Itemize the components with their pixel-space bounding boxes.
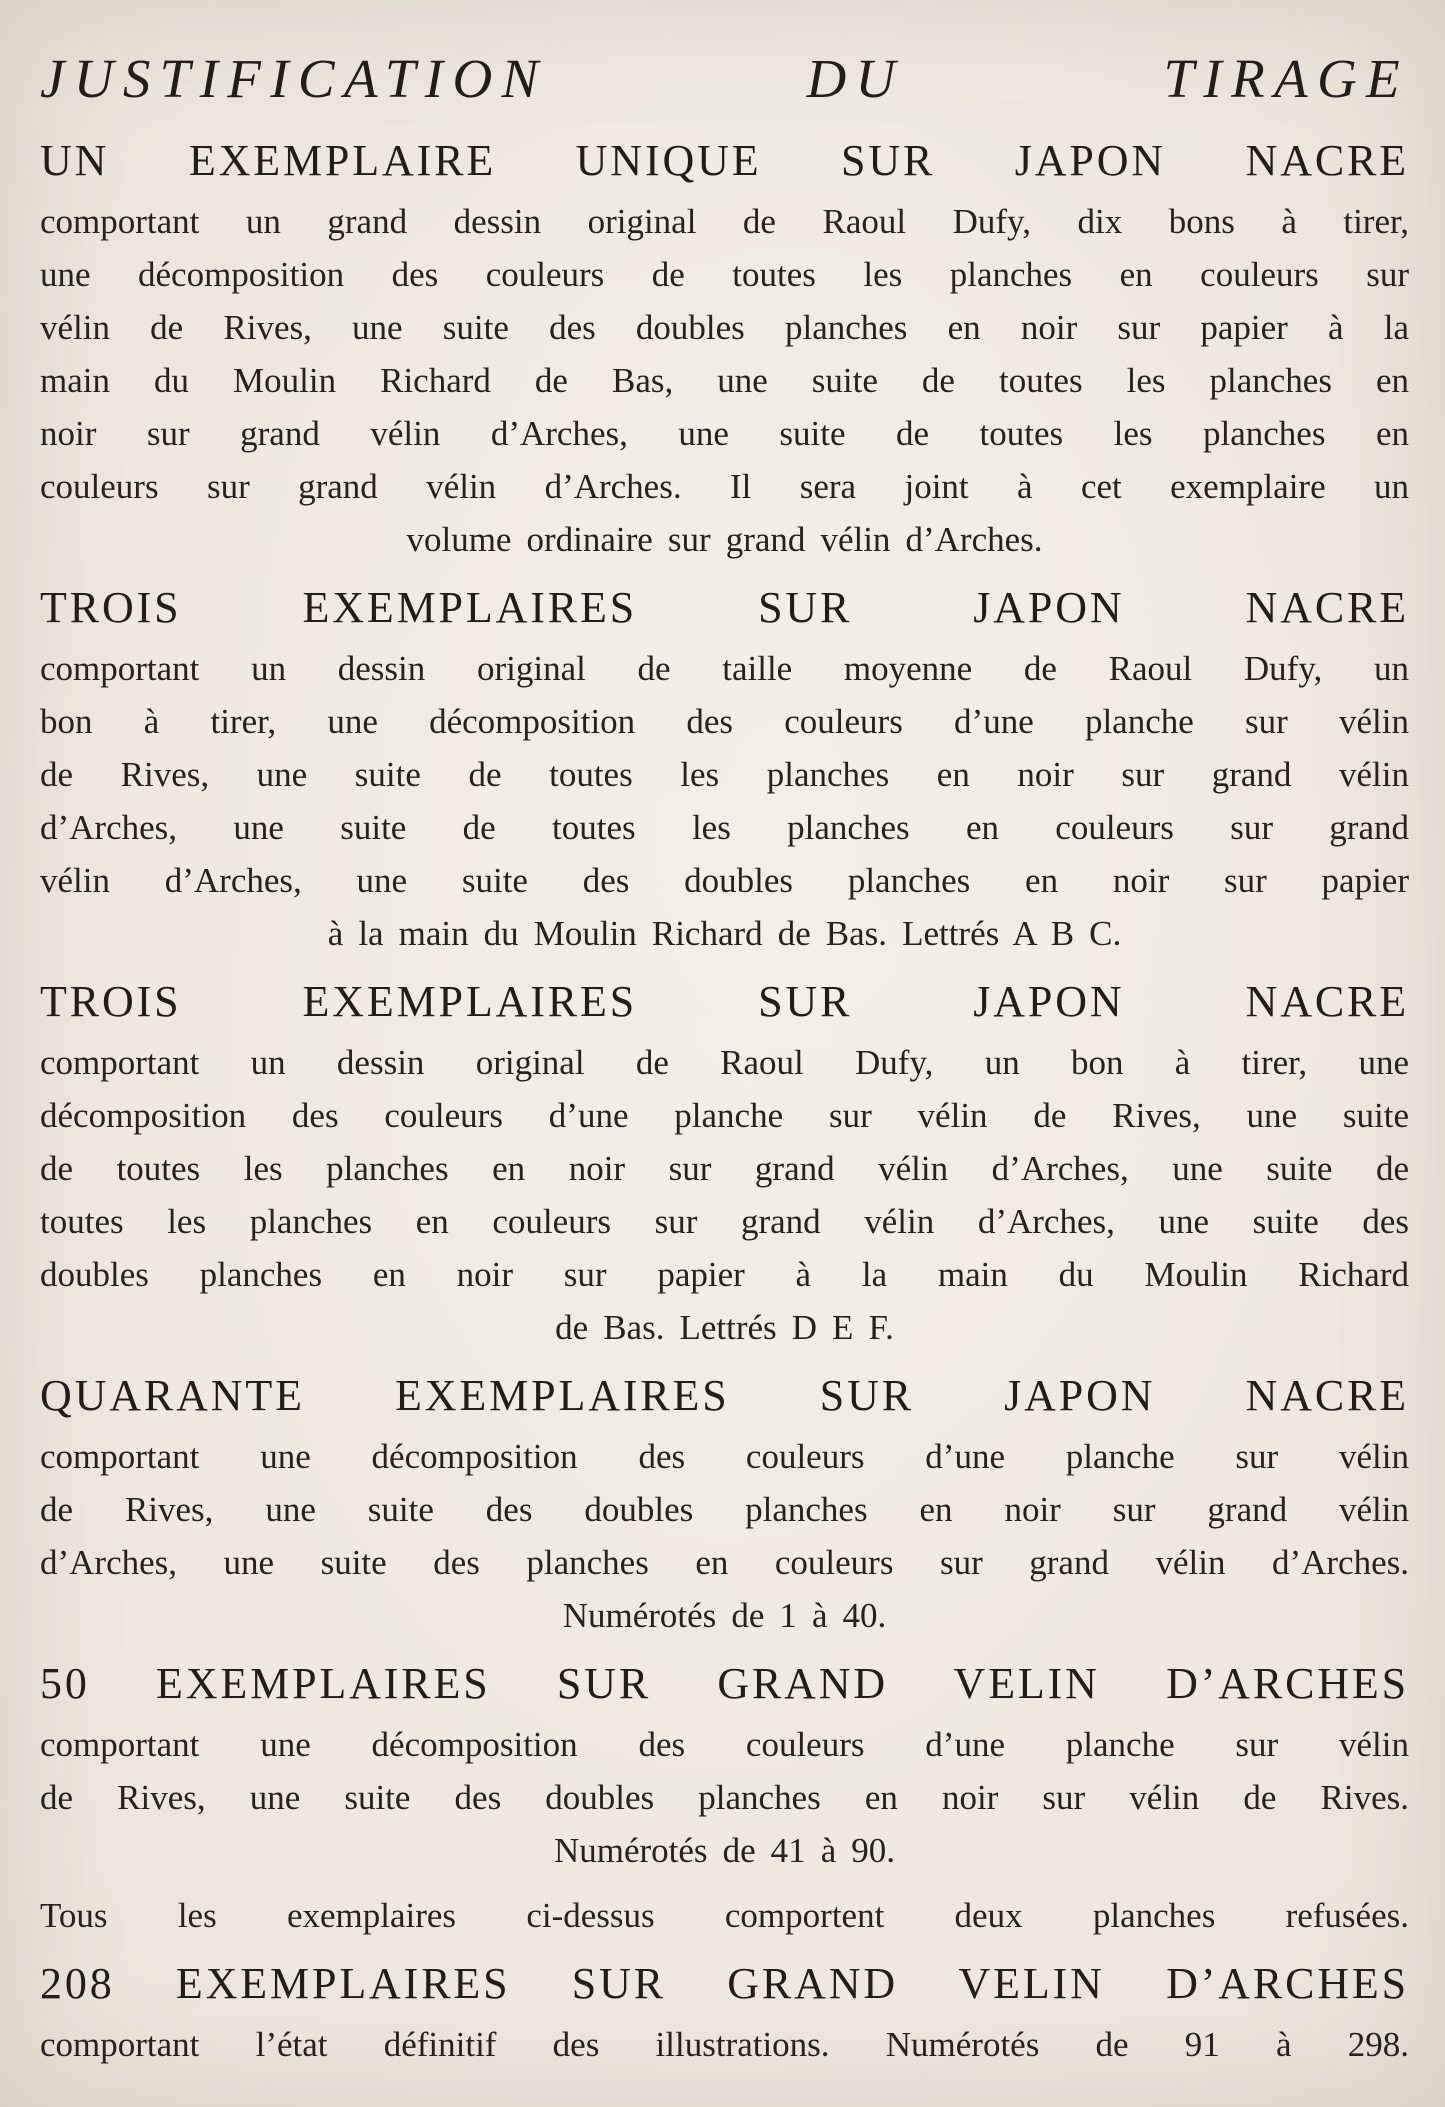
text-line: comportant une décomposition des couleurs d’une planche sur vélin <box>40 1725 1409 1764</box>
text-line: une décomposition des couleurs de toutes les planches en couleurs sur <box>40 255 1409 294</box>
section-heading: TROIS EXEMPLAIRES SUR JAPON NACRE <box>40 583 1409 632</box>
text-line: d’Arches, une suite de toutes les planches en couleurs sur grand <box>40 808 1409 847</box>
text-line: décomposition des couleurs d’une planche sur vélin de Rives, une suite <box>40 1096 1409 1135</box>
section-heading: UN EXEMPLAIRE UNIQUE SUR JAPON NACRE <box>40 136 1409 185</box>
text-line: de toutes les planches en noir sur grand vélin d’Arches, une suite de <box>40 1149 1409 1188</box>
page-title: JUSTIFICATION DU TIRAGE <box>40 48 1409 109</box>
edition-section-quarante-japon-nacre <box>40 1367 1409 1642</box>
edition-section-trois-japon-nacre-abc <box>40 579 1409 960</box>
closing-line: de Bas. Lettrés D E F. <box>555 1308 894 1347</box>
text-line: de Rives, une suite des doubles planches en noir sur vélin de Rives. <box>40 1778 1409 1817</box>
edition-section-208-velin-arches <box>40 1955 1409 2071</box>
edition-section-50-velin-arches <box>40 1655 1409 1877</box>
text-line: vélin de Rives, une suite des doubles planches en noir sur papier à la <box>40 308 1409 347</box>
text-line: doubles planches en noir sur papier à la main du Moulin Richard <box>40 1255 1409 1294</box>
text-line: vélin d’Arches, une suite des doubles planches en noir sur papier <box>40 861 1409 900</box>
text-line: bon à tirer, une décomposition des couleurs d’une planche sur vélin <box>40 702 1409 741</box>
text-line: de Rives, une suite de toutes les planches en noir sur grand vélin <box>40 755 1409 794</box>
text-line: comportant un grand dessin original de Raoul Dufy, dix bons à tirer, <box>40 202 1409 241</box>
text-line: comportant une décomposition des couleurs d’une planche sur vélin <box>40 1437 1409 1476</box>
text-line: comportant l’état définitif des illustrations. Numérotés de 91 à 298. <box>40 2025 1409 2064</box>
text-line: comportant un dessin original de Raoul Dufy, un bon à tirer, une <box>40 1043 1409 1082</box>
note-line: Tous les exemplaires ci-dessus comportent deux planches refusées. <box>40 1896 1409 1935</box>
edition-section-unique-japon-nacre <box>40 132 1409 566</box>
closing-line: Numérotés de 1 à 40. <box>562 1596 887 1635</box>
closing-line: Numérotés de 41 à 90. <box>553 1831 896 1870</box>
section-heading: 50 EXEMPLAIRES SUR GRAND VELIN D’ARCHES <box>40 1659 1409 1708</box>
text-line: d’Arches, une suite des planches en couleurs sur grand vélin d’Arches. <box>40 1543 1409 1582</box>
closing-line: volume ordinaire sur grand vélin d’Arches. <box>406 520 1043 559</box>
section-heading: QUARANTE EXEMPLAIRES SUR JAPON NACRE <box>40 1371 1409 1420</box>
closing-line: à la main du Moulin Richard de Bas. Lettrés A B C. <box>327 914 1122 953</box>
text-line: noir sur grand vélin d’Arches, une suite de toutes les planches en <box>40 414 1409 453</box>
text-line: main du Moulin Richard de Bas, une suite de toutes les planches en <box>40 361 1409 400</box>
text-line: toutes les planches en couleurs sur grand vélin d’Arches, une suite des <box>40 1202 1409 1241</box>
edition-section-trois-japon-nacre-def <box>40 973 1409 1354</box>
text-line: couleurs sur grand vélin d’Arches. Il sera joint à cet exemplaire un <box>40 467 1409 506</box>
text-line: de Rives, une suite des doubles planches en noir sur grand vélin <box>40 1490 1409 1529</box>
section-heading: TROIS EXEMPLAIRES SUR JAPON NACRE <box>40 977 1409 1026</box>
section-heading: 208 EXEMPLAIRES SUR GRAND VELIN D’ARCHES <box>40 1959 1409 2008</box>
text-line: comportant un dessin original de taille moyenne de Raoul Dufy, un <box>40 649 1409 688</box>
